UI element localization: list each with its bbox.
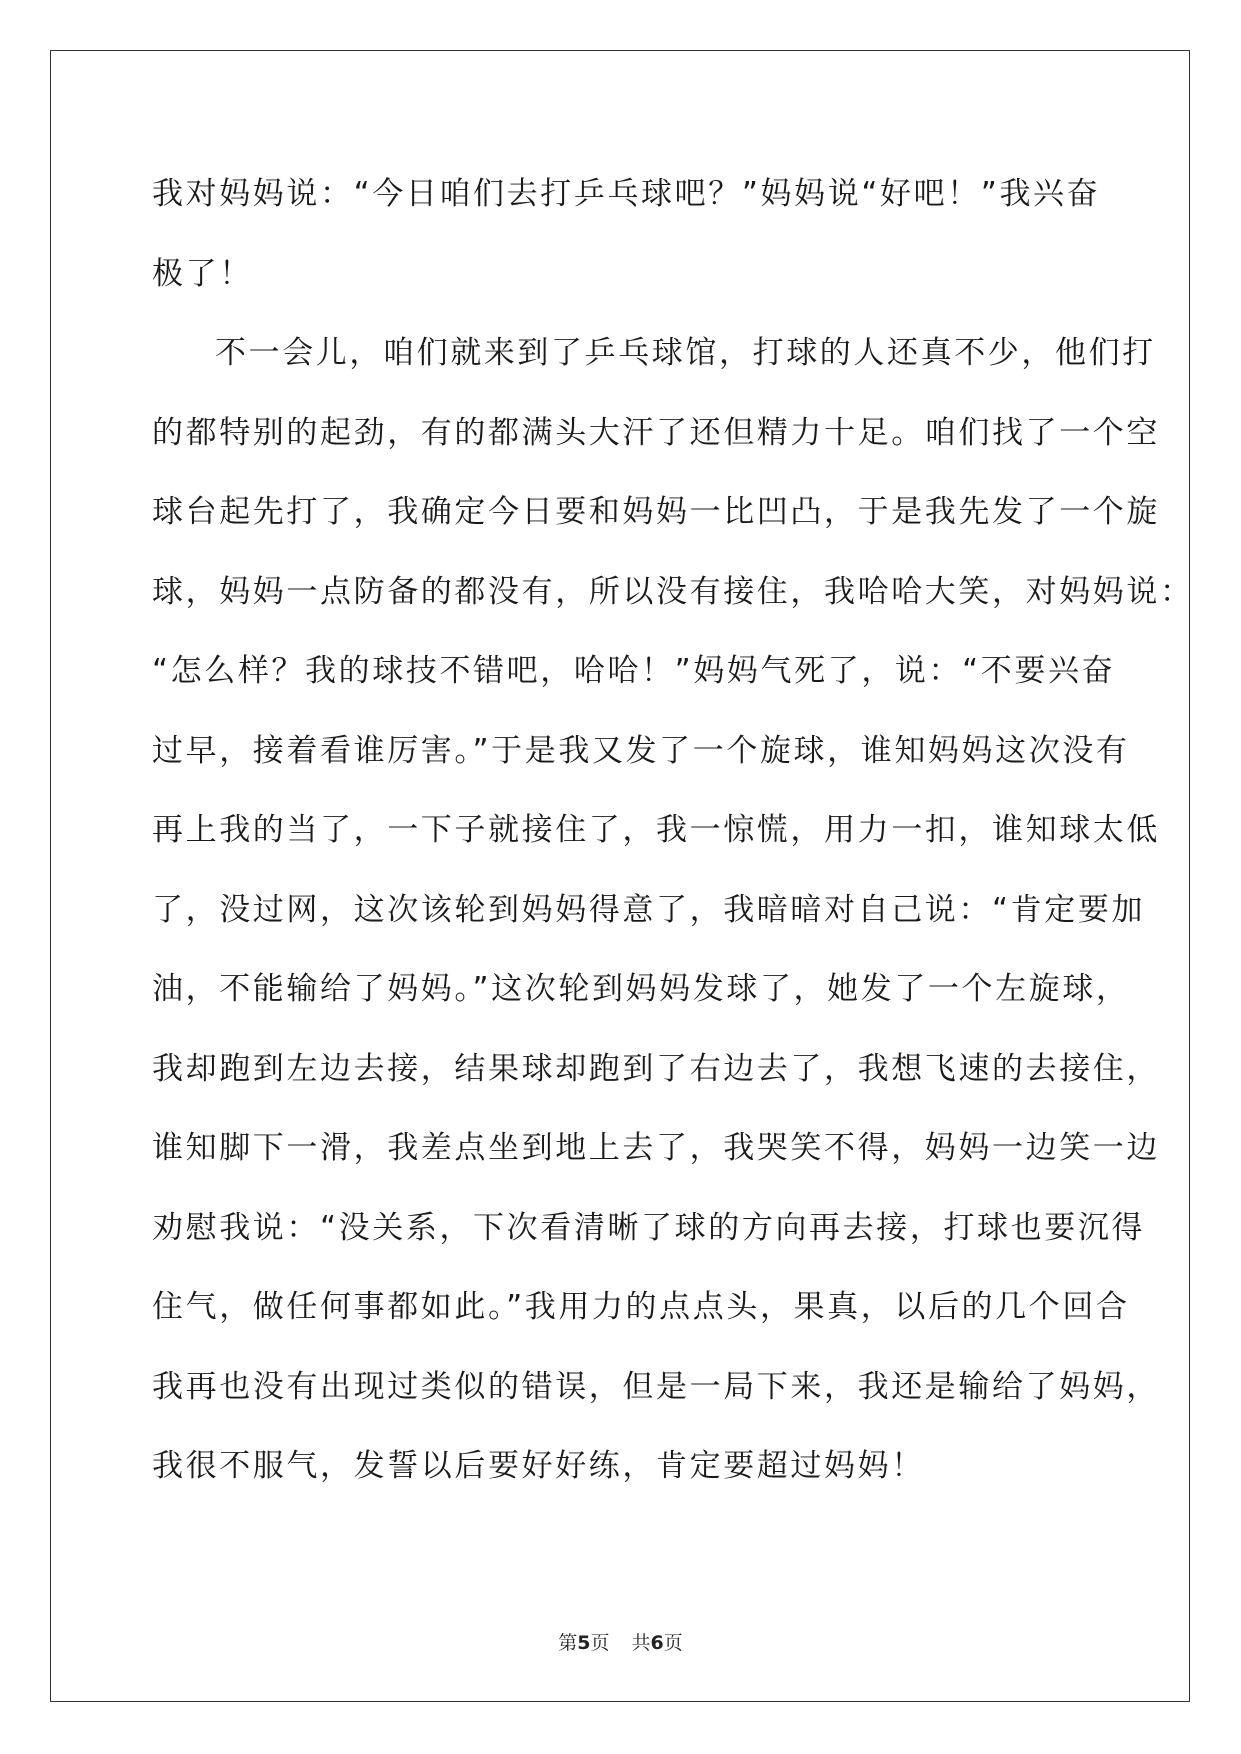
text-line: 谁知脚下一滑，我差点坐到地上去了，我哭笑不得，妈妈一边笑一边 — [152, 1130, 1160, 1166]
page-footer — [0, 1628, 1241, 1655]
paragraph-start-line: 不一会儿，咱们就来到了乒乓球馆，打球的人还真不少，他们打 — [215, 335, 1156, 371]
page-prefix: 第 — [558, 1632, 578, 1654]
text-line: 我却跑到左边去接，结果球却跑到了右边去了，我想飞速的去接住， — [152, 1050, 1160, 1087]
text-line: 过早，接着看谁厉害。”于是我又发了一个旋球，谁知妈妈这次没有 — [152, 732, 1130, 769]
text-line: 了，没过网，这次该轮到妈妈得意了，我暗暗对自己说：“肯定要加 — [152, 891, 1146, 928]
text-line: 我再也没有出现过类似的错误，但是一局下来，我还是输给了妈妈， — [152, 1368, 1160, 1405]
text-line: 球台起先打了，我确定今日要和妈妈一比凹凸，于是我先发了一个旋 — [152, 494, 1160, 530]
total-prefix: 共 — [631, 1632, 651, 1654]
text-line: 我很不服气，发誓以后要好好练，肯定要超过妈妈！ — [152, 1448, 925, 1484]
text-line: 的都特别的起劲，有的都满头大汗了还但精力十足。咱们找了一个空 — [152, 414, 1160, 451]
total-suffix: 页 — [663, 1632, 683, 1654]
document-body — [152, 155, 1194, 1507]
page-suffix: 页 — [590, 1632, 610, 1654]
text-line: 住气，做任何事都如此。”我用力的点点头，果真，以后的几个回合 — [152, 1289, 1130, 1325]
text-line: 我对妈妈说：“今日咱们去打乒乓球吧？”妈妈说“好吧！”我兴奋 — [152, 176, 1101, 212]
text-line: 再上我的当了，一下子就接住了，我一惊慌，用力一扣，谁知球太低 — [152, 812, 1160, 848]
text-line: 油，不能输给了妈妈。”这次轮到妈妈发球了，她发了一个左旋球， — [152, 971, 1130, 1007]
text-line: 劝慰我说：“没关系，下次看清晰了球的方向再去接，打球也要沉得 — [152, 1209, 1146, 1246]
text-line: “怎么样？我的球技不错吧，哈哈！”妈妈气死了，说：“不要兴奋 — [152, 653, 1116, 689]
total-pages-number: 6 — [650, 1632, 664, 1654]
text-line: 球，妈妈一点防备的都没有，所以没有接住，我哈哈大笑，对妈妈说： — [152, 573, 1194, 610]
text-line: 极了！ — [152, 255, 253, 292]
current-page-number: 5 — [577, 1632, 591, 1654]
